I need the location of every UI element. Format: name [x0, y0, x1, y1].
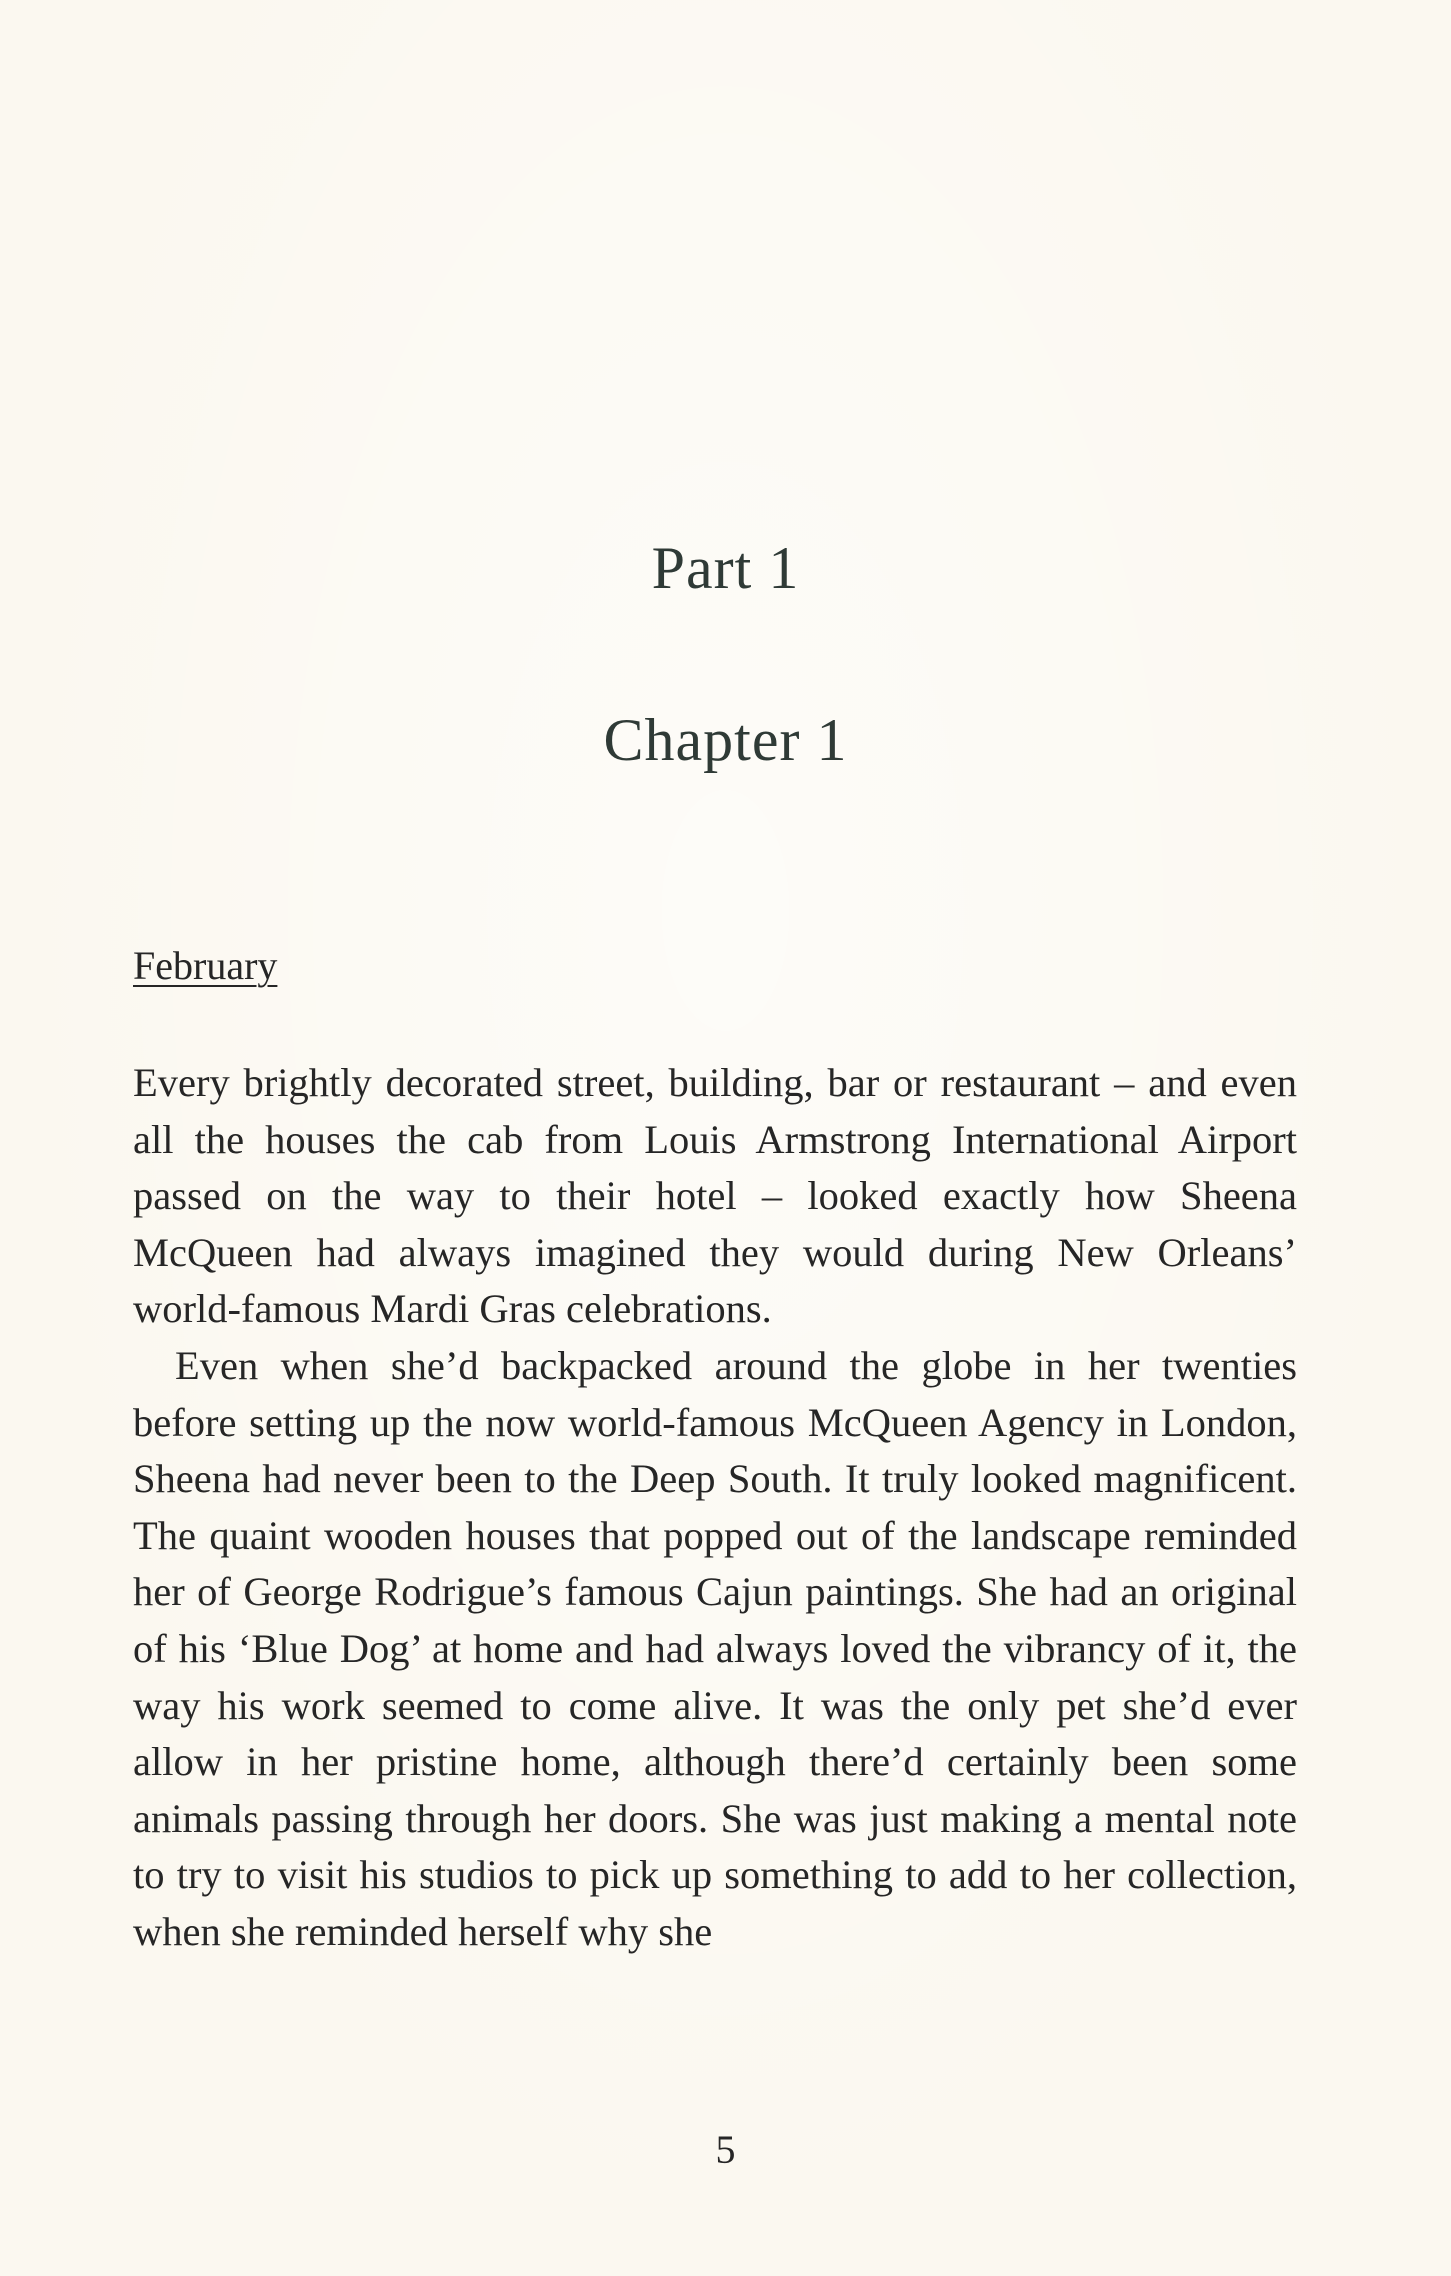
paragraph-1: Every brightly decorated street, building, bar or restaurant – and even all the houses the cab from Louis Armstrong International Airport passed on the way to their hotel – looked exactly how Sheena McQueen had always imagined they would during New Orleans’ world-famous Mardi Gras celebrations.	[133, 1060, 1297, 1332]
chapter-heading: Chapter 1	[603, 707, 848, 773]
body-text	[133, 1055, 1297, 1961]
part-heading: Part 1	[651, 535, 800, 601]
paragraph-2: Even when she’d backpacked around the globe in her twenties before setting up the now world-famous McQueen Agency in London, Sheena had never been to the Deep South. It truly looked magnificent. The quaint wooden houses that popped out of the landscape reminded her of George Rodrigue’s famous Cajun paintings. She had an original of his ‘Blue Dog’ at home and had always loved the vibrancy of it, the way his work seemed to come alive. It was the only pet she’d ever allow in her pristine home, although there’d certainly been some animals passing through her doors. She was just making a mental note to try to visit his studios to pick up something to add to her collection, when she reminded herself why she	[133, 1342, 1297, 1954]
page-number: 5	[715, 2127, 736, 2172]
section-label-february: February	[133, 943, 278, 988]
